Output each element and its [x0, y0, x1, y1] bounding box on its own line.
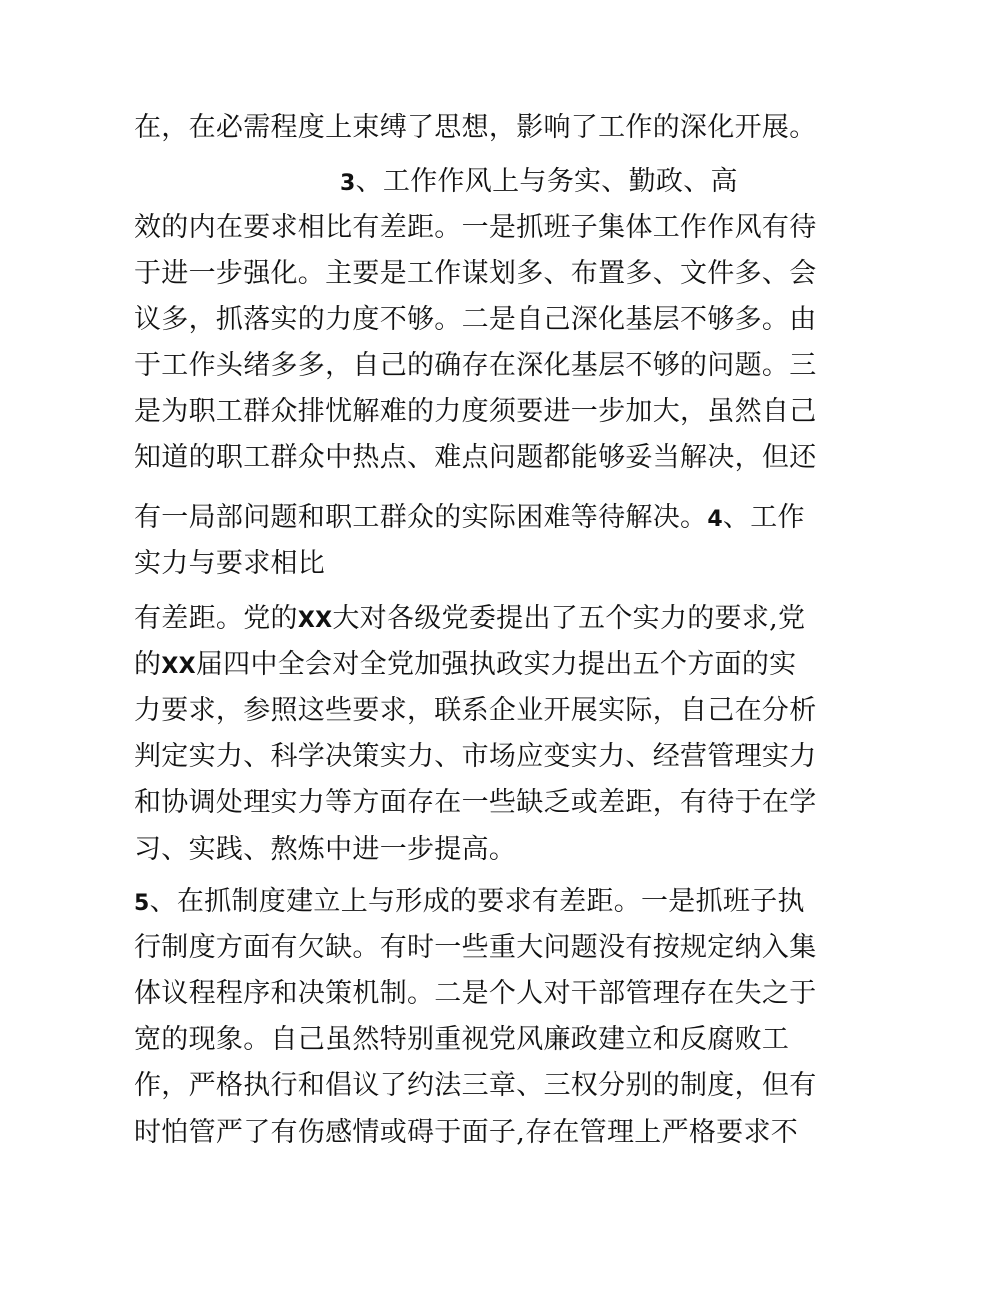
text-span: 大对各级党委提出了五个实力的要求,党	[332, 603, 806, 634]
text-line	[134, 495, 805, 541]
text-span: 体议程程序和决策机制。二是个人对干部管理存在失之于	[134, 978, 817, 1009]
text-span: 实力与要求相比	[134, 548, 326, 579]
text-span: 知道的职工群众中热点、难点问题都能够妥当解决，但还	[134, 442, 817, 473]
text-line	[134, 297, 817, 343]
text-line	[134, 971, 817, 1017]
text-span: 作，严格执行和倡议了约法三章、三权分别的制度，但有	[134, 1070, 817, 1101]
text-line	[134, 389, 817, 435]
text-span: 议多，抓落实的力度不够。二是自己深化基层不够多。由	[134, 304, 817, 335]
text-span: 判定实力、科学决策实力、市场应变实力、经营管理实力	[134, 741, 817, 772]
text-span: 有一局部问题和职工群众的实际困难等待解决。	[134, 502, 708, 533]
text-line	[134, 1063, 817, 1109]
text-span: 力要求，参照这些要求，联系企业开展实际，自己在分析	[134, 695, 817, 726]
text-span: 届四中全会对全党加强执政实力提出五个方面的实	[195, 649, 797, 680]
text-span: 和协调处理实力等方面存在一些缺乏或差距，有待于在学	[134, 787, 817, 818]
text-span: 于工作头绪多多，自己的确存在深化基层不够的问题。三	[134, 350, 817, 381]
text-span: 在，在必需程度上束缚了思想，影响了工作的深化开展。	[134, 112, 817, 143]
text-span: 是为职工群众排忧解难的力度须要进一步加大，虽然自己	[134, 396, 817, 427]
text-span: 的	[134, 649, 162, 680]
text-line	[134, 435, 817, 481]
text-line	[134, 1017, 794, 1063]
text-line	[134, 925, 817, 971]
text-span: 效的内在要求相比有差距。一是抓班子集体工作作风有待	[134, 212, 817, 243]
text-line	[134, 596, 806, 642]
text-line	[134, 343, 817, 389]
text-line	[134, 688, 817, 734]
text-span: 、在抓制度建立上与形成的要求有差距。一是抓班子执	[149, 886, 805, 917]
section-number: 4	[707, 507, 723, 532]
text-span: 时怕管严了有伤感情或碍于面子,存在管理上严格要求不	[134, 1117, 799, 1148]
text-line	[134, 541, 794, 587]
text-span: 行制度方面有欠缺。有时一些重大问题没有按规定纳入集	[134, 932, 817, 963]
section-heading-3	[340, 159, 1000, 205]
text-line	[134, 205, 817, 251]
text-span: 宽的现象。自己虽然特别重视党风廉政建立和反腐败工	[134, 1024, 790, 1055]
section-number: 3	[340, 171, 356, 196]
text-line	[134, 251, 817, 297]
text-span: 、工作	[722, 502, 805, 533]
section-number: 5	[134, 891, 150, 916]
placeholder-xx: XX	[297, 608, 333, 633]
text-line	[134, 642, 797, 688]
placeholder-xx: XX	[161, 654, 196, 679]
text-line	[134, 780, 817, 826]
text-line	[134, 105, 817, 151]
text-span: 习、实践、熬炼中进一步提高。	[134, 834, 517, 865]
text-span: 于进一步强化。主要是工作谋划多、布置多、文件多、会	[134, 258, 817, 289]
text-line	[134, 827, 794, 873]
text-span: 、工作作风上与务实、勤政、高	[355, 166, 738, 197]
text-line	[134, 1110, 799, 1156]
section-heading-5	[134, 879, 805, 925]
text-span: 有差距。党的	[134, 603, 298, 634]
text-line	[134, 734, 817, 780]
